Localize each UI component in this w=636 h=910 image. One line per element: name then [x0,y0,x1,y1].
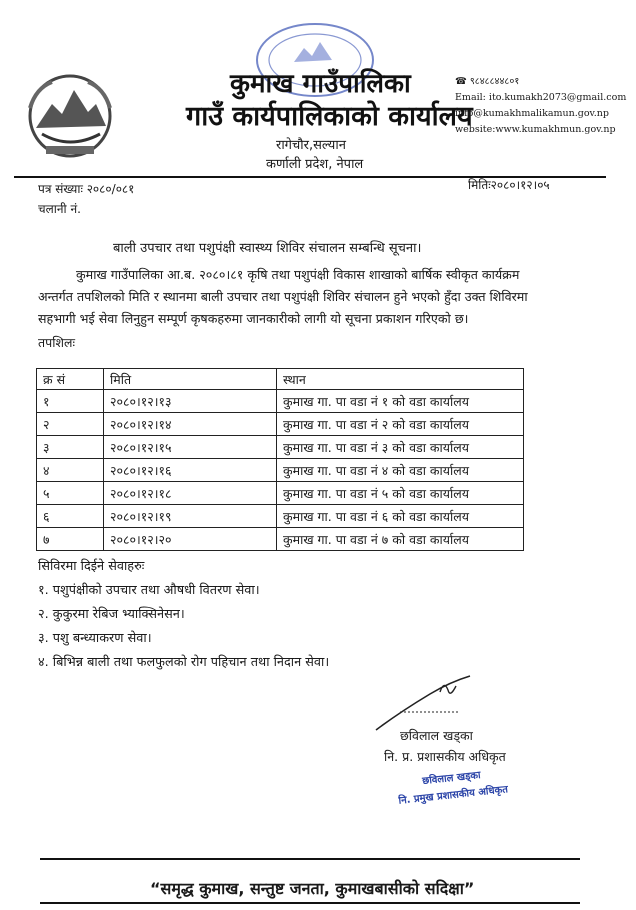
signatory-name: छविलाल खड्का [400,728,473,743]
signatory-title: नि. प्र. प्रशासकीय अधिकृत [384,749,506,764]
cell-location: कुमाख गा. पा वडा नं ७ को वडा कार्यालय [277,528,524,551]
table-row [37,505,524,528]
table-row [37,390,524,413]
cell-serial: ६ [37,505,104,528]
cell-location: कुमाख गा. पा वडा नं ४ को वडा कार्यालय [277,459,524,482]
footer-motto: “समृद्ध कुमाख, सन्तुष्ट जनता, कुमाखबासीको सदिक्षा” [150,879,475,898]
contact-block [455,74,626,138]
table-header-row [37,369,524,390]
cell-serial: ३ [37,436,104,459]
services-heading: सिविरमा दिईने सेवाहरुः [38,559,145,574]
cell-serial: ५ [37,482,104,505]
table-row [37,528,524,551]
details-label: तपशिलः [38,335,75,350]
services-list [38,555,329,675]
list-item: २. कुकुरमा रेबिज भ्याक्सिनेसन। [38,607,185,622]
body-line-2: अन्तर्गत तपशिलको मिति र स्थानमा बाली उपचार तथा पशुपंक्षी शिविर संचालन हुने भएको हुँदा उक्त शिविरमा [38,289,528,304]
cell-date: २०८०।१२।२० [104,528,277,551]
cell-serial: ४ [37,459,104,482]
cell-date: २०८०।१२।१३ [104,390,277,413]
dispatch-number: चलानी नं. [38,202,81,216]
letter-date: मितिः२०८०।१२।०५ [468,178,550,192]
stamp-title: नि. प्रमुख प्रशासकीय अधिकृत [398,784,509,807]
municipality-name: कुमाख गाउँपालिका [230,69,411,99]
body-line-1: कुमाख गाउँपालिका आ.ब. २०८०।८१ कृषि तथा पशुपंक्षी विकास शाखाको बार्षिक स्वीकृत कार्यक्रम [76,267,520,282]
office-title: गाउँ कार्यपालिकाको कार्यालय [186,101,473,132]
cell-location: कुमाख गा. पा वडा नं ३ को वडा कार्यालय [277,436,524,459]
email-secondary: info@kumakhmalikamun.gov.np [455,108,610,119]
signature-stamp [386,763,520,822]
list-item: ४. बिभिन्न बाली तथा फलफुलको रोग पहिचान तथा निदान सेवा। [38,655,330,670]
header-location: स्थान [277,369,524,390]
website: website:www.kumakhmun.gov.np [455,124,616,135]
table-row [37,436,524,459]
cell-date: २०८०।१२।१८ [104,482,277,505]
header-date: मिति [104,369,277,390]
cell-location: कुमाख गा. पा वडा नं ६ को वडा कार्यालय [277,505,524,528]
cell-location: कुमाख गा. पा वडा नं १ को वडा कार्यालय [277,390,524,413]
footer-divider-bottom [40,902,580,904]
notice-subject: बाली उपचार तथा पशुपंक्षी स्वास्थ्य शिविर संचालन सम्बन्धि सूचना। [113,241,422,256]
address-line-1: रागेचौर,सल्यान [276,138,346,153]
cell-serial: १ [37,390,104,413]
email-primary: Email: ito.kumakh2073@gmail.com [455,92,627,103]
stamp-name: छविलाल खड्का [421,770,482,788]
cell-date: २०८०।१२।१४ [104,413,277,436]
address-line-2: कर्णाली प्रदेश, नेपाल [266,157,364,172]
body-line-3: सहभागी भई सेवा लिनुहुन सम्पूर्ण कृषकहरुमा जानकारीको लागी यो सूचना प्रकाशन गरिएको छ। [38,311,469,326]
cell-location: कुमाख गा. पा वडा नं २ को वडा कार्यालय [277,413,524,436]
cell-date: २०८०।१२।१५ [104,436,277,459]
cell-serial: ७ [37,528,104,551]
signature [370,672,480,734]
table-row [37,413,524,436]
header-serial: क्र सं [37,369,104,390]
cell-date: २०८०।१२।१६ [104,459,277,482]
camp-schedule-table [36,368,524,551]
list-item: १. पशुपंक्षीको उपचार तथा औषधी वितरण सेवा। [38,583,260,598]
cell-date: २०८०।१२।१९ [104,505,277,528]
phone-number: ☎ ९८४८८४४८०१ [455,76,520,87]
list-item: ३. पशु बन्ध्याकरण सेवा। [38,631,152,646]
table-row [37,482,524,505]
notice-body [38,264,613,330]
table-row [37,459,524,482]
footer-divider-top [40,858,580,860]
cell-serial: २ [37,413,104,436]
government-emblem [22,68,118,160]
reference-number: पत्र संख्याः २०८०/०८१ [38,182,135,196]
cell-location: कुमाख गा. पा वडा नं ५ को वडा कार्यालय [277,482,524,505]
